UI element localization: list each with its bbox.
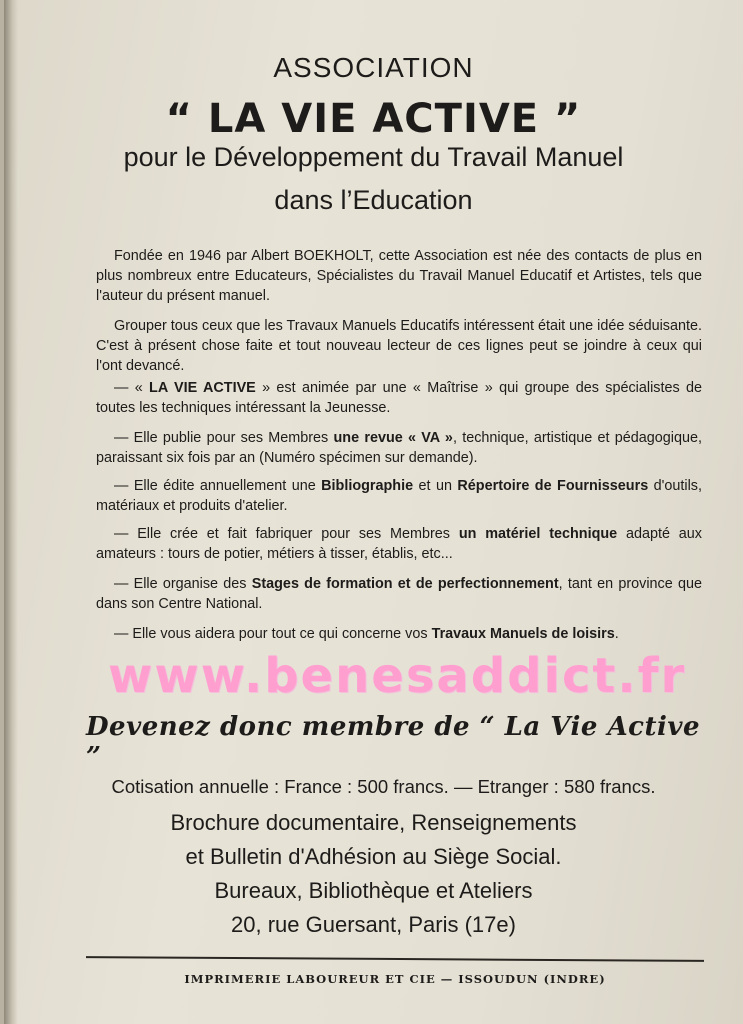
bullet-bold: Stages de formation et de perfectionnement [251, 576, 559, 592]
document-page [4, 0, 743, 1024]
bullet-text: adapté aux amateurs : tours de potier, métiers à tisser, établis, etc... [96, 526, 703, 562]
paragraph-founding: Fondée en 1946 par Albert BOEKHOLT, cette Association est née des contacts de plus en plus nombreux entre Educateurs, Spécialistes du Travail Manuel Educatif et Artistes, tels que l'auteur du présent manuel. [96, 248, 702, 304]
bullet-bold: Répertoire de Fournisseurs [457, 478, 649, 494]
bullet-text: — Elle publie pour ses Membres [114, 430, 334, 446]
bullet-text: — « [114, 380, 150, 396]
bullet-bold: une revue « VA » [333, 430, 453, 446]
bullet-text: — Elle vous aidera pour tout ce qui concerne vos [114, 626, 432, 642]
fee-line: Cotisation annuelle : France : 500 francs. — Etranger : 580 francs. [111, 776, 656, 797]
membership-call: Devenez donc membre de “ La Vie Active ” [86, 712, 701, 772]
footer-divider [86, 956, 704, 962]
heading-subtitle-2: dans l’Education [274, 185, 473, 215]
bullet-text: , technique, artistique et pédagogique, paraissant six fois par an (Numéro spécimen sur demande). [96, 430, 703, 466]
paragraph-grouping: Grouper tous ceux que les Travaux Manuels Educatifs intéressent était une idée séduisante. C'est à présent chose faite et tout nouveau lecteur de ces lignes peut se joindre à ceux qui l'ont devancé. [96, 318, 702, 374]
bullet-text: , tant en province que dans son Centre National. [96, 576, 702, 612]
bullet-loisirs [96, 624, 702, 644]
bullet-stages [96, 574, 702, 614]
bullet-maitrise [96, 378, 702, 418]
bullet-text: » est animée par une « Maîtrise » qui groupe des spécialistes de toutes les techniques intéressant la Jeunesse. [96, 380, 702, 416]
bullet-bold: LA VIE ACTIVE [149, 380, 256, 396]
printer-imprint: IMPRIMERIE LABOUREUR ET CIE — ISSOUDUN (INDRE) [184, 972, 606, 986]
heading-subtitle-1: pour le Développement du Travail Manuel [123, 142, 624, 172]
bullet-bold: Travaux Manuels de loisirs [431, 626, 615, 642]
bullet-text: . [614, 626, 619, 642]
bullet-bold: un matériel technique [458, 526, 618, 542]
watermark-url: www.benesaddict.fr [108, 648, 687, 704]
bullet-text: — Elle édite annuellement une [114, 478, 322, 494]
info-line-1: Brochure documentaire, Renseignements [170, 810, 577, 835]
bullet-text: d'outils, matériaux et produits d'atelier. [96, 478, 702, 514]
bullet-text: — Elle organise des [114, 576, 252, 592]
info-line-3: Bureaux, Bibliothèque et Ateliers [214, 878, 533, 903]
bullet-revue [96, 428, 702, 468]
heading-association: ASSOCIATION [273, 52, 474, 83]
info-line-2: et Bulletin d'Adhésion au Siège Social. [185, 844, 562, 869]
bullet-bibliographie [96, 476, 702, 516]
bullet-text: — Elle crée et fait fabriquer pour ses Membres [114, 526, 459, 542]
bullet-text: et un [413, 478, 458, 494]
heading-name: “ LA VIE ACTIVE ” [165, 96, 582, 142]
address-line: 20, rue Guersant, Paris (17e) [231, 912, 516, 937]
bullet-bold: Bibliographie [321, 478, 414, 494]
bullet-materiel [96, 524, 702, 564]
